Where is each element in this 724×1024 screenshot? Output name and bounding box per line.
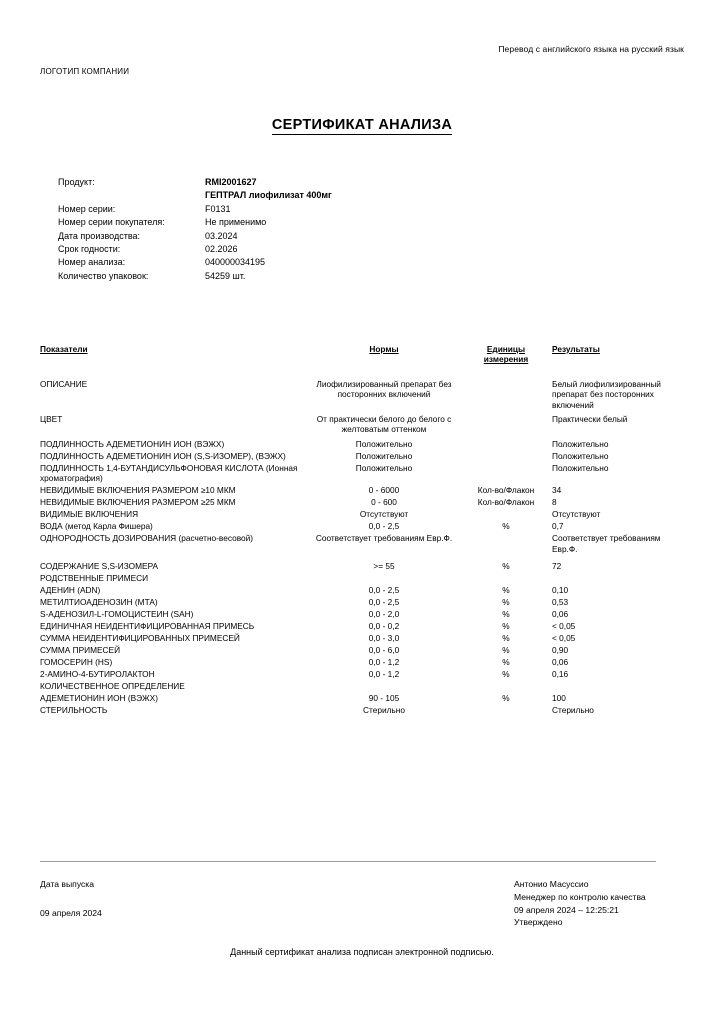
info-label: Номер анализа:	[58, 257, 126, 268]
info-value: 54259 шт.	[205, 270, 246, 281]
cell-unit: %	[502, 597, 510, 608]
cell-unit: Кол-во/Флакон	[477, 497, 535, 508]
cell-parameter: СОДЕРЖАНИЕ S,S-ИЗОМЕРА	[40, 561, 159, 572]
info-value: Не применимо	[205, 217, 267, 228]
cell-parameter: КОЛИЧЕСТВЕННОЕ ОПРЕДЕЛЕНИЕ	[40, 681, 185, 692]
cell-result: 34	[552, 485, 562, 496]
info-label: Срок годности:	[58, 244, 121, 255]
info-label: Номер серии:	[58, 203, 116, 214]
cell-result: Положительно	[552, 462, 609, 473]
table-header-row	[40, 344, 684, 365]
cell-norm: 90 - 105	[368, 693, 400, 704]
cell-result: 0,53	[552, 597, 569, 608]
cell-result: 0,7	[552, 521, 564, 532]
table-row	[40, 439, 684, 449]
issue-date-value: 09 апреля 2024	[40, 908, 102, 918]
signer-datetime: 09 апреля 2024 – 12:25:21	[514, 904, 619, 915]
page-title-text: СЕРТИФИКАТ АНАЛИЗА	[271, 117, 453, 133]
cell-parameter: СТЕРИЛЬНОСТЬ	[40, 705, 108, 716]
column-header-norms: Нормы	[369, 344, 399, 354]
cell-norm: 0,0 - 2,0	[368, 609, 400, 620]
table-row	[40, 573, 684, 583]
info-row-manufacture-date	[58, 230, 332, 243]
cell-result: 100	[552, 693, 566, 704]
signer-title: Менеджер по контролю качества	[514, 891, 646, 902]
info-row-analysis-number	[58, 256, 332, 269]
cell-norm: От практически белого до белого с желтоватым оттенком	[316, 414, 452, 435]
cell-result: 8	[552, 497, 557, 508]
table-row	[40, 585, 684, 595]
product-info-block	[58, 176, 332, 283]
cell-norm: Соответствует требованиям Евр.Ф.	[315, 533, 453, 544]
cell-result: < 0,05	[552, 621, 576, 632]
cell-norm: Стерильно	[363, 705, 405, 716]
cell-parameter: НЕВИДИМЫЕ ВКЛЮЧЕНИЯ РАЗМЕРОМ ≥10 МКМ	[40, 485, 236, 496]
table-row	[40, 621, 684, 631]
cell-norm: 0,0 - 3,0	[368, 633, 400, 644]
cell-unit: %	[502, 521, 510, 532]
cell-result: 0,16	[552, 669, 569, 680]
cell-parameter: СУММА ПРИМЕСЕЙ	[40, 645, 121, 656]
cell-parameter: ЦВЕТ	[40, 414, 63, 425]
footer-right	[514, 878, 646, 929]
cell-unit: %	[502, 693, 510, 704]
cell-norm: 0,0 - 6,0	[368, 645, 400, 656]
cell-unit: Кол-во/Флакон	[477, 485, 535, 496]
info-label: Дата производства:	[58, 230, 141, 241]
cell-parameter: НЕВИДИМЫЕ ВКЛЮЧЕНИЯ РАЗМЕРОМ ≥25 МКМ	[40, 497, 236, 508]
table-row	[40, 597, 684, 607]
cell-result: Практически белый	[552, 414, 628, 425]
table-row	[40, 645, 684, 655]
cell-norm: Положительно	[355, 450, 413, 461]
table-row	[40, 561, 684, 571]
signer-status: Утверждено	[514, 917, 563, 928]
cell-result: Положительно	[552, 438, 609, 449]
cell-result: Стерильно	[552, 705, 594, 716]
cell-norm: Лиофилизированный препарат без посторонних включений	[316, 378, 452, 400]
cell-norm: >= 55	[373, 561, 395, 572]
cell-unit: %	[502, 561, 510, 572]
table-row	[40, 485, 684, 495]
cell-parameter: ЕДИНИЧНАЯ НЕИДЕНТИФИЦИРОВАННАЯ ПРИМЕСЬ	[40, 621, 255, 632]
cell-unit: %	[502, 633, 510, 644]
results-table	[40, 344, 684, 717]
column-header-results: Результаты	[552, 344, 600, 354]
cell-result: 72	[552, 561, 562, 572]
translation-note: Перевод с английского языка на русский язык	[498, 44, 684, 54]
cell-norm: 0,0 - 2,5	[368, 521, 400, 532]
info-value: ГЕПТРАЛ лиофилизат 400мг	[205, 190, 332, 201]
cell-unit: %	[502, 621, 510, 632]
info-label: Количество упаковок:	[58, 270, 149, 281]
info-label: Номер серии покупателя:	[58, 217, 165, 228]
info-value: 040000034195	[205, 257, 266, 268]
issue-date-label: Дата выпуска	[40, 879, 95, 889]
table-row	[40, 414, 684, 435]
table-row	[40, 705, 684, 715]
cell-norm: 0 - 6000	[368, 485, 400, 496]
cell-result: 0,06	[552, 609, 569, 620]
table-row	[40, 463, 684, 484]
cell-parameter: СУММА НЕИДЕНТИФИЦИРОВАННЫХ ПРИМЕСЕЙ	[40, 633, 240, 644]
info-row-product-name	[58, 189, 332, 202]
info-value: 03.2024	[205, 230, 238, 241]
info-row-product	[58, 176, 332, 189]
info-label-empty	[58, 189, 205, 202]
info-row-batch	[58, 203, 332, 216]
page-title	[0, 117, 724, 133]
cell-result: Соответствует требованиям Евр.Ф.	[552, 533, 661, 554]
cell-parameter: ПОДЛИННОСТЬ АДЕМЕТИОНИН ИОН (ВЭЖХ)	[40, 438, 225, 449]
cell-parameter: МЕТИЛТИОАДЕНОЗИН (МТА)	[40, 597, 158, 608]
cell-parameter: ГОМОСЕРИН (HS)	[40, 657, 113, 668]
cell-parameter: ОДНОРОДНОСТЬ ДОЗИРОВАНИЯ (расчетно-весовой)	[40, 533, 254, 544]
cell-unit: %	[502, 645, 510, 656]
cell-parameter: АДЕНИН (ADN)	[40, 585, 101, 596]
table-row	[40, 657, 684, 667]
table-row	[40, 693, 684, 703]
cell-result: 0,06	[552, 657, 569, 668]
info-value: 02.2026	[205, 244, 238, 255]
cell-parameter: ОПИСАНИЕ	[40, 378, 88, 389]
cell-unit: %	[502, 585, 510, 596]
cell-norm: 0,0 - 1,2	[368, 669, 400, 680]
cell-norm: 0,0 - 1,2	[368, 657, 400, 668]
cell-norm: Положительно	[355, 438, 413, 449]
cell-result: 0,90	[552, 645, 569, 656]
info-value: RMI2001627	[205, 177, 257, 187]
table-row	[40, 533, 684, 554]
info-value: F0131	[205, 203, 231, 214]
cell-norm: Отсутствуют	[359, 509, 409, 520]
cell-norm: 0 - 600	[371, 497, 397, 508]
cell-parameter: ПОДЛИННОСТЬ АДЕМЕТИОНИН ИОН (S,S-ИЗОМЕР), (ВЭЖХ)	[40, 450, 286, 461]
cell-parameter: 2-АМИНО-4-БУТИРОЛАКТОН	[40, 669, 155, 680]
table-row	[40, 521, 684, 531]
info-row-package-count	[58, 270, 332, 283]
column-header-units: Единицы измерения	[483, 344, 529, 365]
cell-result: Белый лиофилизированный препарат без посторонних включений	[552, 378, 661, 410]
electronic-signature-note: Данный сертификат анализа подписан электронной подписью.	[230, 947, 494, 957]
cell-unit: %	[502, 669, 510, 680]
info-row-expiry	[58, 243, 332, 256]
cell-parameter: АДЕМЕТИОНИН ИОН (ВЭЖХ)	[40, 693, 158, 704]
cell-result: < 0,05	[552, 633, 576, 644]
company-logo: ЛОГОТИП КОМПАНИИ	[40, 67, 130, 76]
cell-parameter: S-АДЕНОЗИЛ-L-ГОМОЦИСТЕИН (SAH)	[40, 609, 194, 620]
info-row-customer-batch	[58, 216, 332, 229]
info-label: Продукт:	[58, 177, 95, 187]
cell-result: Положительно	[552, 450, 609, 461]
table-row	[40, 497, 684, 507]
cell-norm: 0,0 - 0,2	[368, 621, 400, 632]
cell-parameter: ВОДА (метод Карла Фишера)	[40, 521, 153, 532]
cell-parameter: ВИДИМЫЕ ВКЛЮЧЕНИЯ	[40, 509, 139, 520]
signer-name: Антонио Масуссио	[514, 879, 589, 889]
table-row	[40, 633, 684, 643]
table-row	[40, 509, 684, 519]
table-row	[40, 681, 684, 691]
cell-result: 0,10	[552, 585, 569, 596]
footer-divider	[40, 861, 656, 862]
cell-parameter: ПОДЛИННОСТЬ 1,4-БУТАНДИСУЛЬФОНОВАЯ КИСЛОТА (Ионная хроматография)	[40, 462, 298, 484]
cell-parameter: РОДСТВЕННЫЕ ПРИМЕСИ	[40, 573, 149, 584]
column-header-parameters: Показатели	[40, 344, 88, 354]
cell-result: Отсутствуют	[552, 509, 601, 520]
cell-unit: %	[502, 609, 510, 620]
cell-norm: 0,0 - 2,5	[368, 597, 400, 608]
table-row	[40, 451, 684, 461]
table-row	[40, 379, 684, 410]
table-row	[40, 609, 684, 619]
cell-norm: Положительно	[355, 462, 413, 473]
cell-norm: 0,0 - 2,5	[368, 585, 400, 596]
footer-left	[40, 878, 102, 919]
table-row	[40, 669, 684, 679]
cell-unit: %	[502, 657, 510, 668]
